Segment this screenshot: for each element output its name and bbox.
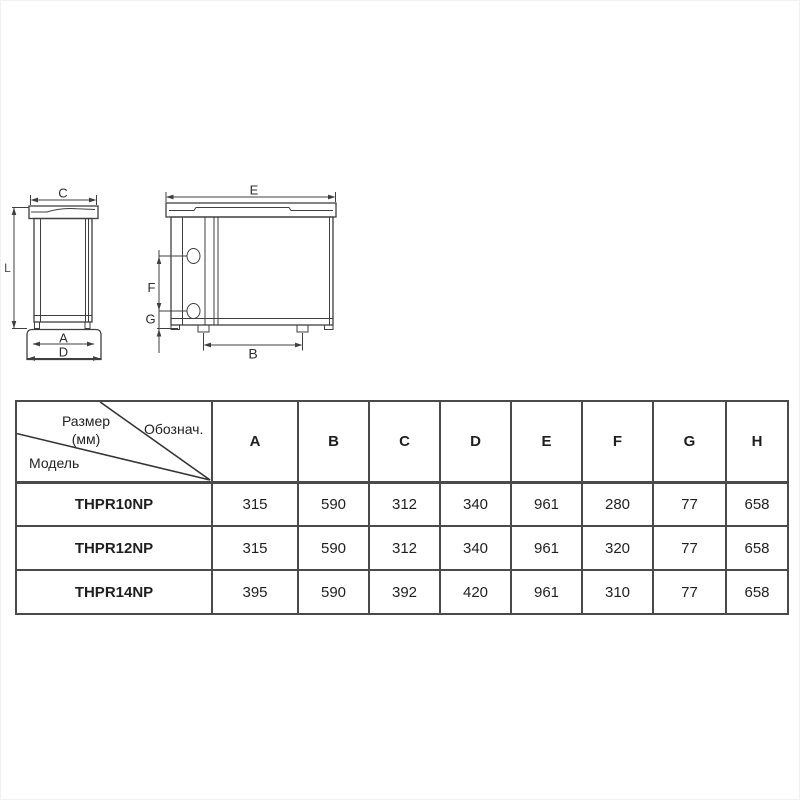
value-cell: 590 [298, 482, 369, 526]
corner-size-unit: (мм) [71, 431, 101, 447]
column-header-e: E [511, 401, 582, 482]
column-header-f: F [582, 401, 653, 482]
dim-label-b: B [248, 345, 258, 362]
value-cell: 77 [653, 526, 726, 570]
value-cell: 77 [653, 570, 726, 614]
column-header-h: H [726, 401, 788, 482]
port-lower [187, 304, 200, 319]
column-header-g: G [653, 401, 726, 482]
column-header-d: D [440, 401, 511, 482]
dimension-drawings [1, 1, 800, 393]
side-view-foot-left [35, 322, 40, 329]
value-cell: 590 [298, 570, 369, 614]
table-corner-cell [16, 401, 212, 482]
value-cell: 312 [369, 526, 440, 570]
column-header-b: B [298, 401, 369, 482]
front-view-drawing [166, 203, 336, 332]
value-cell: 392 [369, 570, 440, 614]
front-view-body [171, 217, 333, 325]
front-view-cap-seam [169, 208, 333, 211]
dim-label-f: F [147, 280, 156, 295]
value-cell: 658 [726, 526, 788, 570]
dim-label-d: D [58, 344, 69, 360]
side-view-cap-seam [31, 209, 95, 212]
column-header-a: A [212, 401, 298, 482]
value-cell: 961 [511, 482, 582, 526]
model-name: THPR14NP [16, 570, 212, 614]
value-cell: 961 [511, 570, 582, 614]
front-view-tab-right [325, 325, 334, 330]
value-cell: 395 [212, 570, 298, 614]
corner-size-label: Размер [61, 413, 111, 429]
dimensions-table [15, 400, 789, 615]
value-cell: 315 [212, 526, 298, 570]
model-name: THPR10NP [16, 482, 212, 526]
value-cell: 590 [298, 526, 369, 570]
value-cell: 310 [582, 570, 653, 614]
front-view-dimensions [157, 192, 336, 353]
corner-designation-label: Обознач. [144, 421, 204, 437]
value-cell: 280 [582, 482, 653, 526]
value-cell: 658 [726, 570, 788, 614]
dim-label-g: G [145, 311, 156, 327]
value-cell: 340 [440, 526, 511, 570]
side-view-arrowheads [12, 198, 101, 361]
value-cell: 658 [726, 482, 788, 526]
dim-label-c: C [58, 185, 68, 201]
value-cell: 340 [440, 482, 511, 526]
value-cell: 77 [653, 482, 726, 526]
side-view-foot-right [85, 322, 90, 329]
dim-label-e: E [249, 182, 259, 198]
value-cell: 320 [582, 526, 653, 570]
table-row [16, 570, 788, 614]
column-header-c: C [369, 401, 440, 482]
model-name: THPR12NP [16, 526, 212, 570]
dim-label-a: A [59, 330, 68, 346]
value-cell: 420 [440, 570, 511, 614]
front-view-foot-left [198, 325, 209, 332]
dim-label-l: L [4, 261, 11, 275]
table-row [16, 482, 788, 526]
value-cell: 315 [212, 482, 298, 526]
front-view-foot-right [297, 325, 308, 332]
side-view-dimensions [12, 195, 101, 359]
value-cell: 961 [511, 526, 582, 570]
side-view-body [34, 219, 92, 323]
table-row [16, 526, 788, 570]
corner-model-label: Модель [29, 455, 80, 471]
value-cell: 312 [369, 482, 440, 526]
port-upper [187, 249, 200, 264]
table-header-row [16, 401, 788, 482]
